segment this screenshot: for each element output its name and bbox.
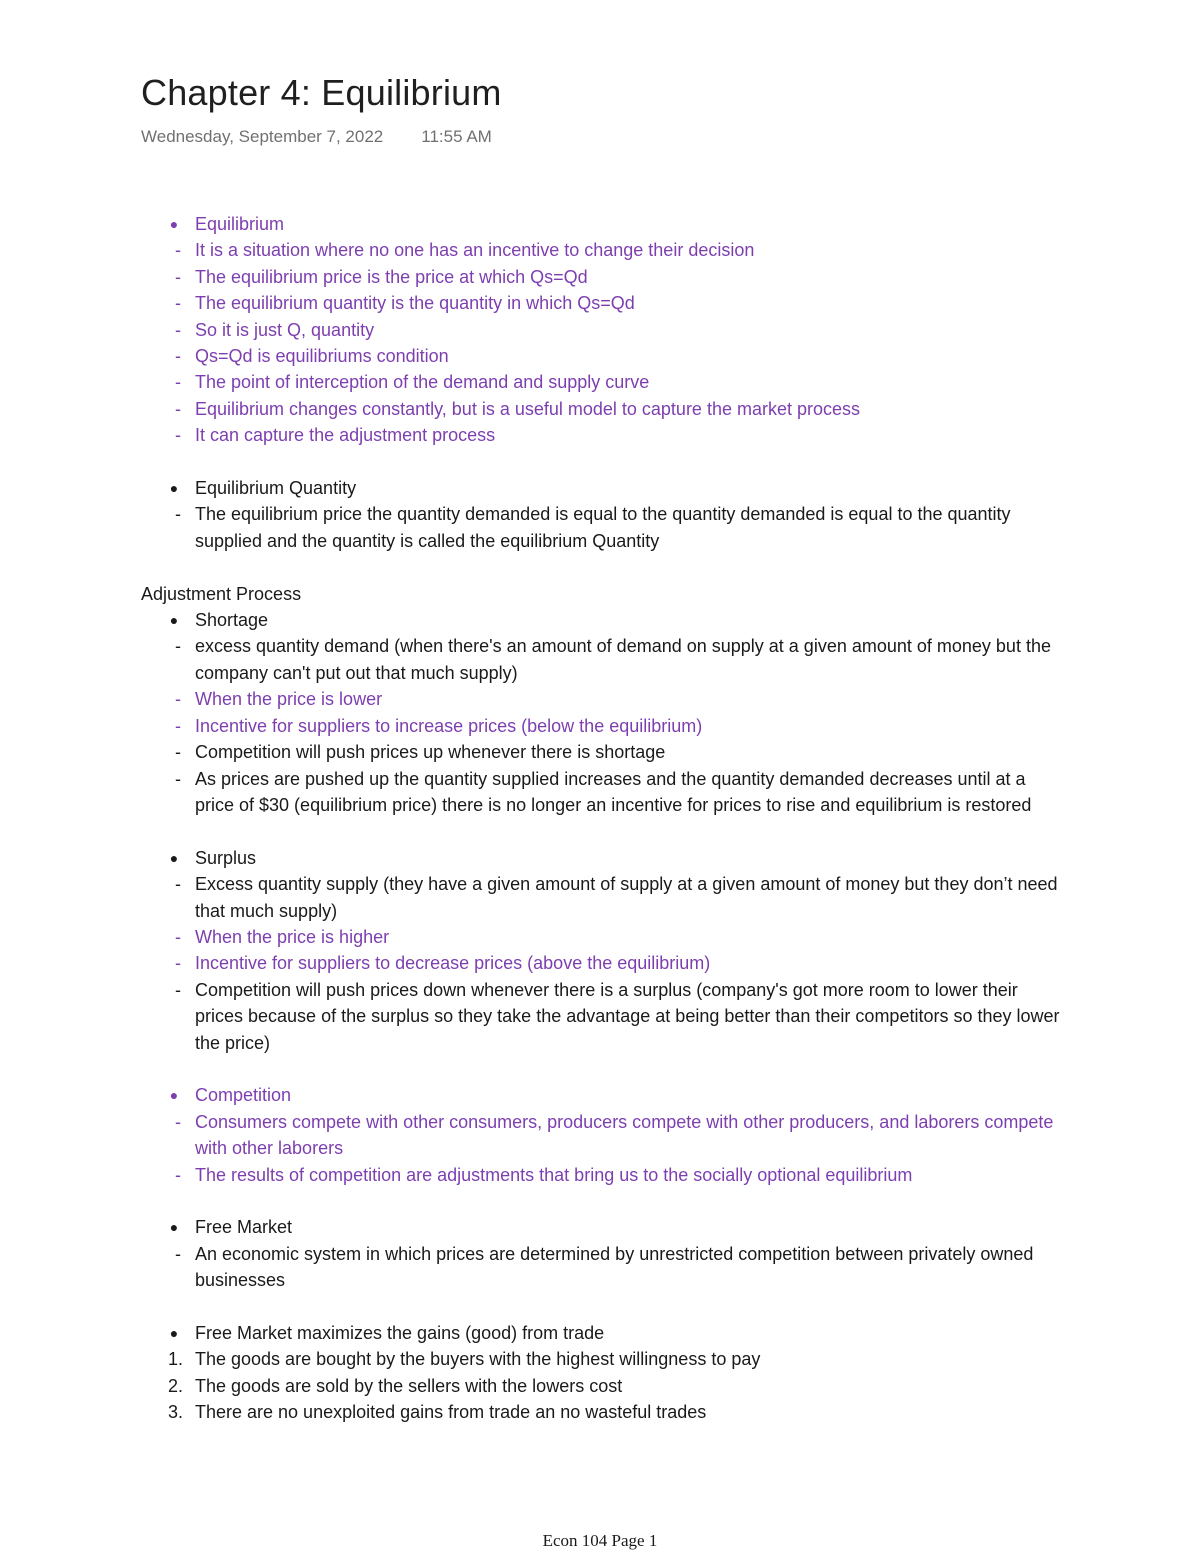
list-item: - The results of competition are adjustments that bring us to the socially optional equilibrium xyxy=(141,1162,1061,1188)
bullet-dot-icon: ● xyxy=(169,612,179,629)
dash-icon: - xyxy=(175,953,181,974)
bullet-free-market: ● Free Market xyxy=(141,1214,1061,1240)
bullet-dot-icon: ● xyxy=(169,1219,179,1236)
list-item: - Incentive for suppliers to increase prices (below the equilibrium) xyxy=(141,713,1061,739)
bullet-dot-icon: ● xyxy=(169,1087,179,1104)
dash-icon: - xyxy=(175,768,181,789)
dash-icon: - xyxy=(175,979,181,1000)
dash-icon: - xyxy=(175,926,181,947)
list-item: - Qs=Qd is equilibriums condition xyxy=(141,343,1061,369)
bullet-gains-from-trade: ● Free Market maximizes the gains (good) from trade xyxy=(141,1320,1061,1346)
section-heading-adjustment: Adjustment Process xyxy=(141,583,302,604)
numbered-item: 3. There are no unexploited gains from trade an no wasteful trades xyxy=(167,1402,707,1423)
list-item: - The equilibrium price is the price at which Qs=Qd xyxy=(141,264,1061,290)
dash-icon: - xyxy=(175,1164,181,1185)
dash-icon: - xyxy=(175,874,181,895)
bullet-surplus: ● Surplus xyxy=(141,845,1061,871)
dash-icon: - xyxy=(175,240,181,261)
list-item: - Equilibrium changes constantly, but is a useful model to capture the market process xyxy=(141,396,1061,422)
list-item: - Incentive for suppliers to decrease prices (above the equilibrium) xyxy=(141,950,1061,976)
numbered-item: 2. The goods are sold by the sellers with the lowers cost xyxy=(167,1375,623,1396)
bullet-dot-icon: ● xyxy=(169,216,179,232)
list-item: - Excess quantity supply (they have a given amount of supply at a given amount of money but they don’t need that much supply) xyxy=(141,871,1061,924)
dash-icon: - xyxy=(175,398,181,419)
list-item: - When the price is lower xyxy=(141,686,1061,712)
list-item: - So it is just Q, quantity xyxy=(141,317,1061,343)
dash-icon: - xyxy=(175,636,181,657)
dash-icon: - xyxy=(175,319,181,340)
dash-icon: - xyxy=(175,504,181,525)
dash-icon: - xyxy=(175,425,181,446)
dash-icon: - xyxy=(175,293,181,314)
list-item: - It can capture the adjustment process xyxy=(141,422,1061,448)
dash-icon: - xyxy=(175,689,181,710)
list-item: - The point of interception of the demand and supply curve xyxy=(141,369,1061,395)
bullet-competition: ● Competition xyxy=(141,1082,1061,1108)
list-item: - It is a situation where no one has an incentive to change their decision xyxy=(141,237,1061,263)
page-footer: Econ 104 Page 1 xyxy=(542,1531,658,1550)
numbered-item: 1. The goods are bought by the buyers with the highest willingness to pay xyxy=(167,1349,761,1370)
dash-icon: - xyxy=(175,346,181,367)
dash-icon: - xyxy=(175,742,181,763)
dash-icon: - xyxy=(175,1111,181,1132)
list-item: - The equilibrium quantity is the quantity in which Qs=Qd xyxy=(141,290,1061,316)
list-item: - excess quantity demand (when there's an amount of demand on supply at a given amount of money but the company can't put out that much supply) xyxy=(141,633,1061,686)
note-timestamp xyxy=(141,127,492,147)
list-item: - Competition will push prices down whenever there is a surplus (company's got more room to lower their prices because of the surplus so they take the advantage at being better than their competitors so they lower the price) xyxy=(141,977,1061,1056)
list-item: - As prices are pushed up the quantity supplied increases and the quantity demanded decreases until at a price of $30 (equilibrium price) there is no longer an incentive for prices to rise and equilibrium is restored xyxy=(141,766,1061,819)
list-item: - The equilibrium price the quantity demanded is equal to the quantity demanded is equal to the quantity supplied and the quantity is called the equilibrium Quantity xyxy=(141,501,1061,554)
note-body xyxy=(141,211,1061,1426)
dash-icon: - xyxy=(175,715,181,736)
bullet-equilibrium-quantity: ● Equilibrium Quantity xyxy=(141,475,1061,501)
bullet-dot-icon: ● xyxy=(169,1324,179,1341)
page-title: Chapter 4: Equilibrium xyxy=(141,72,502,113)
note-time: 11:55 AM xyxy=(421,127,492,146)
bullet-shortage: ● Shortage xyxy=(141,607,1061,633)
list-item: - An economic system in which prices are determined by unrestricted competition between privately owned businesses xyxy=(141,1241,1061,1294)
dash-icon: - xyxy=(175,1243,181,1264)
list-item: - Competition will push prices up whenever there is shortage xyxy=(141,739,1061,765)
list-item: - Consumers compete with other consumers, producers compete with other producers, and laborers compete with other laborers xyxy=(141,1109,1061,1162)
bullet-dot-icon: ● xyxy=(169,849,179,866)
note-date: Wednesday, September 7, 2022 xyxy=(141,127,384,146)
list-item: - When the price is higher xyxy=(141,924,1061,950)
bullet-dot-icon: ● xyxy=(169,480,179,497)
bullet-equilibrium: ● Equilibrium xyxy=(141,211,1061,237)
dash-icon: - xyxy=(175,372,181,393)
dash-icon: - xyxy=(175,266,181,287)
